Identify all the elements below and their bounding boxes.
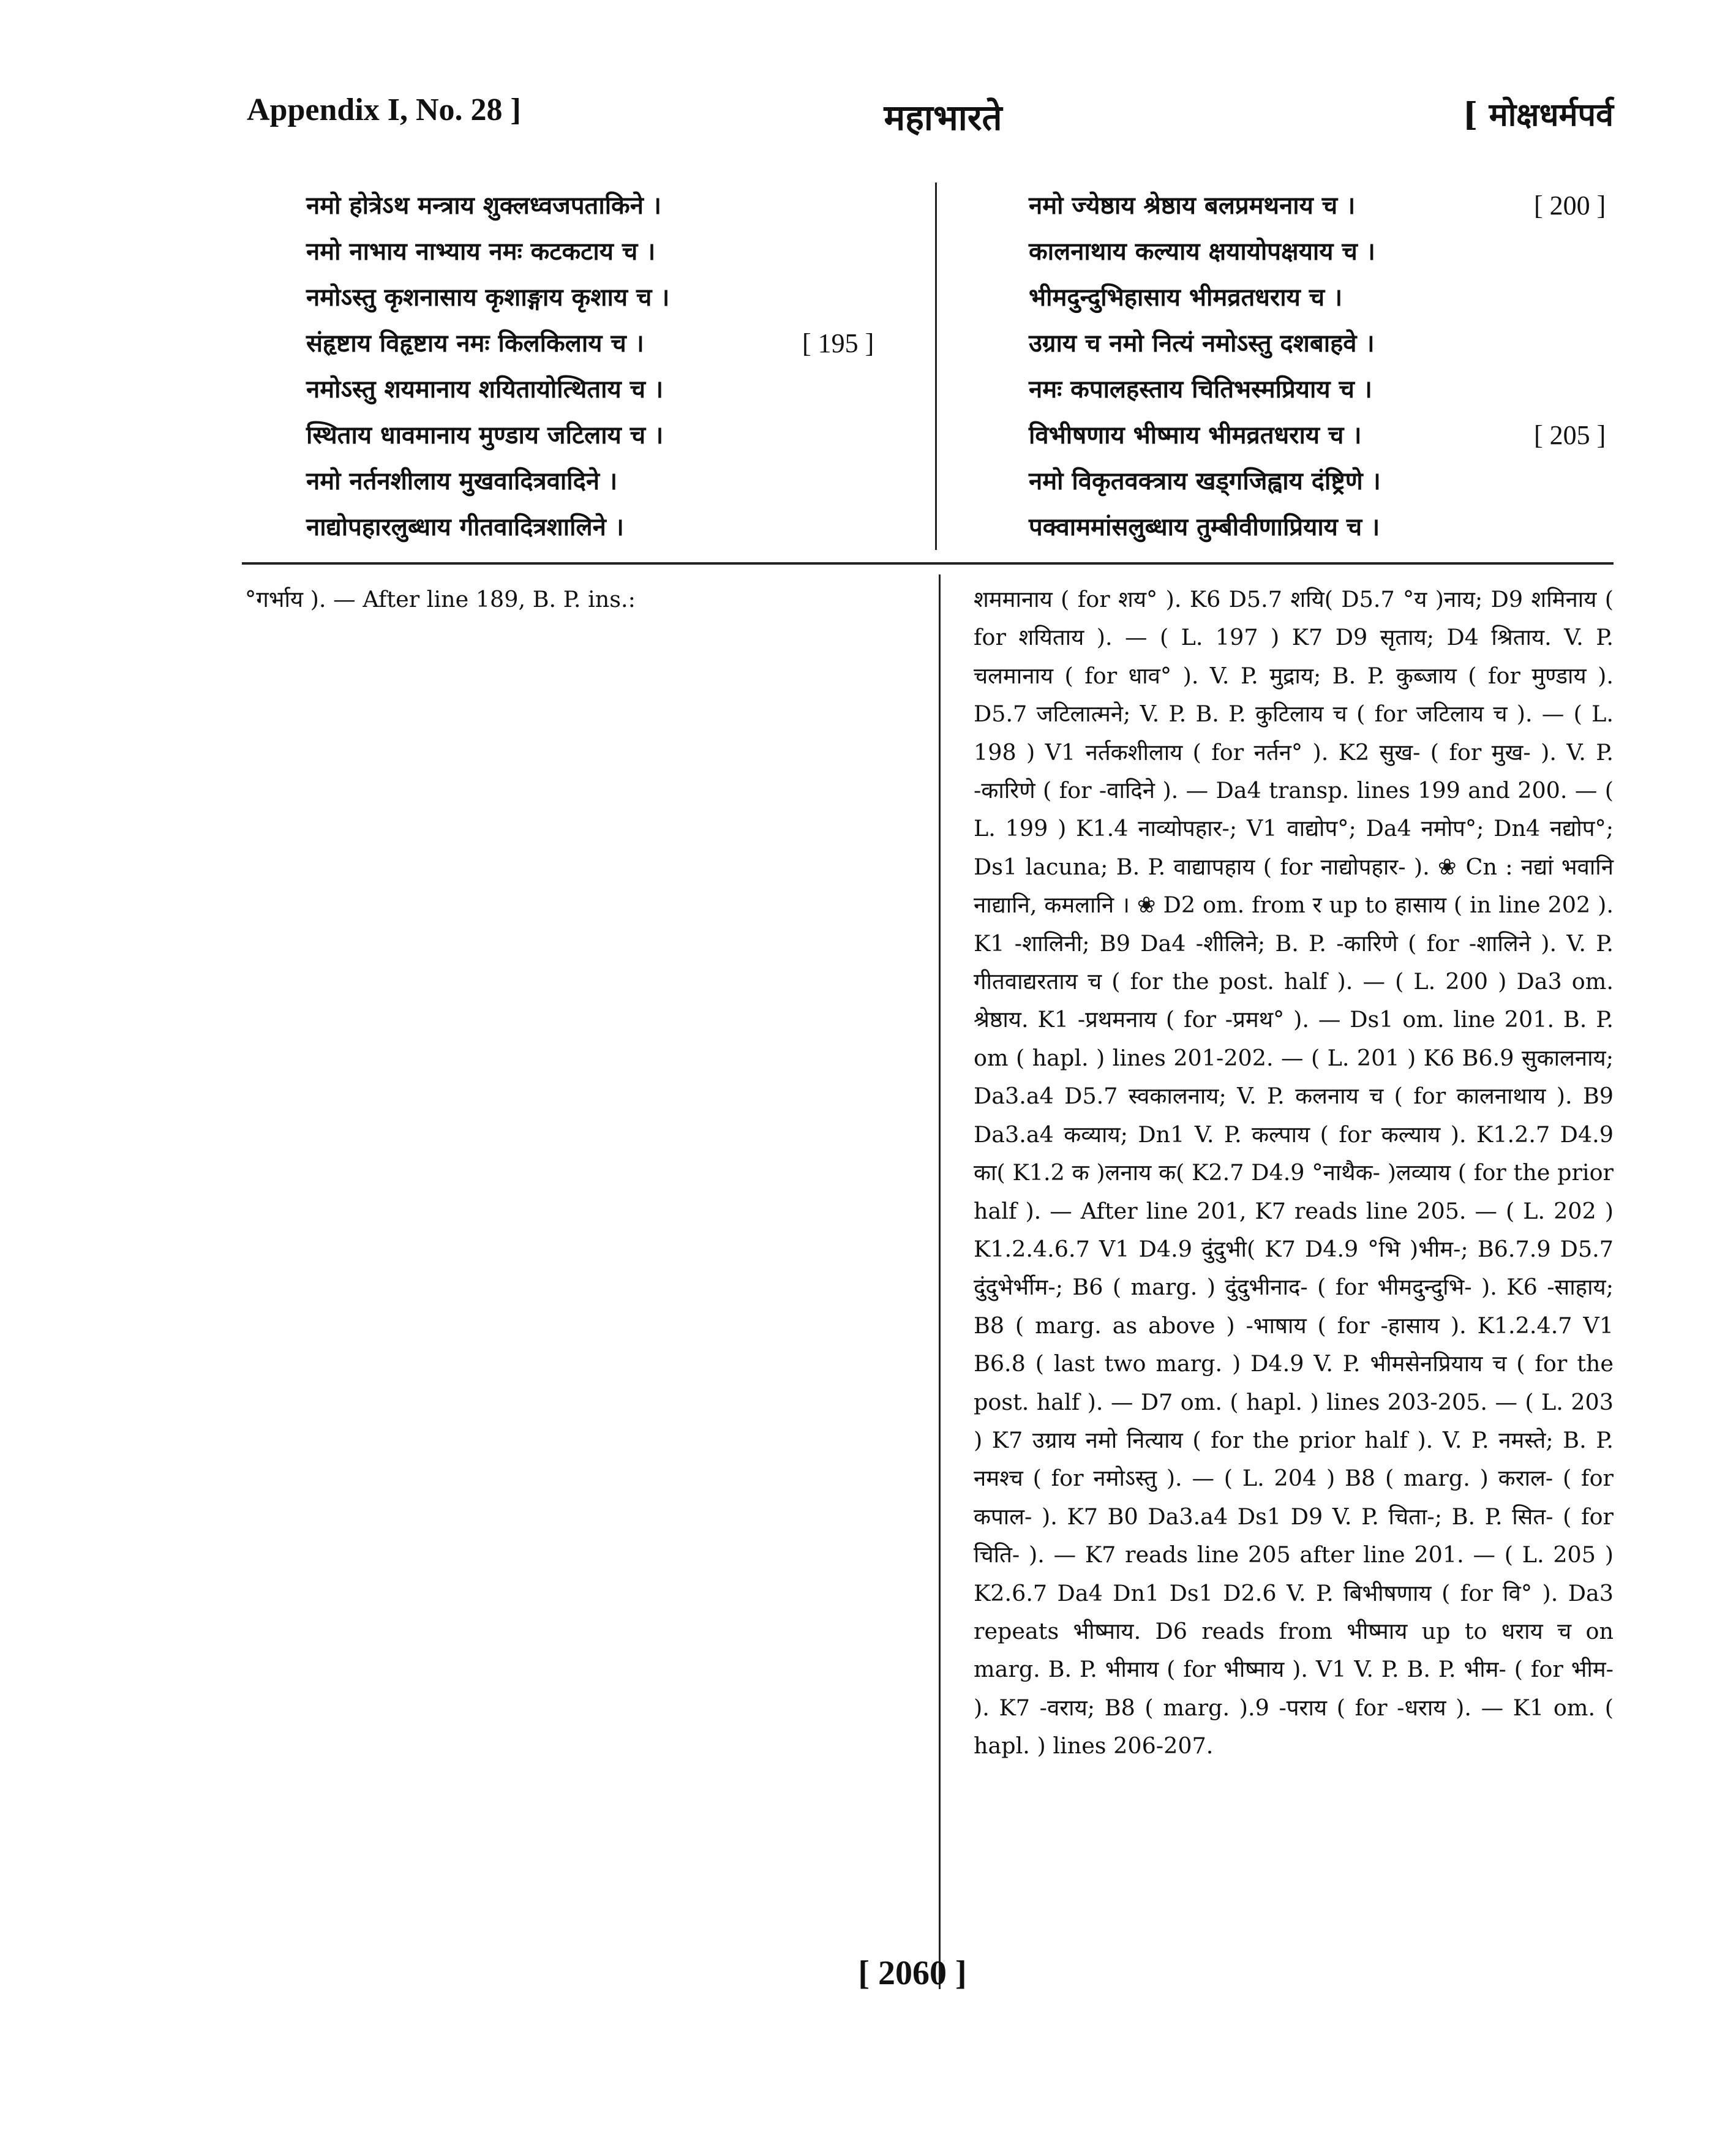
verse-line	[306, 366, 919, 412]
verse-line	[306, 274, 919, 320]
verse-text: कालनाथाय कल्याय क्षयायोपक्षयाय च ।	[1029, 237, 1375, 266]
critical-apparatus-right	[974, 581, 1614, 1766]
page-title: महाभारते	[884, 97, 1002, 138]
verse-text: नमो विकृतवक्त्राय खड्गजिह्वाय दंष्ट्रिणे ।	[1029, 467, 1381, 495]
verse-line	[1029, 274, 1623, 320]
verse-text: स्थिताय धावमानाय मुण्डाय जटिलाय च ।	[306, 421, 664, 450]
verse-line	[1029, 504, 1623, 550]
verse-text: नाद्योपहारलुब्धाय गीतवादित्रशालिने ।	[306, 513, 624, 541]
verse-text: नमो ज्येष्ठाय श्रेष्ठाय बलप्रमथनाय च ।	[1029, 191, 1356, 220]
verse-number: [ 195 ]	[802, 328, 874, 358]
verse-line	[306, 320, 919, 366]
appendix-header: Appendix I, No. 28 ]	[247, 92, 521, 127]
verse-line	[306, 412, 919, 458]
critical-apparatus-left	[245, 581, 906, 619]
verse-column-divider	[935, 182, 937, 550]
verse-text: पक्वाममांसलुब्धाय तुम्बीवीणाप्रियाय च ।	[1029, 513, 1380, 541]
verse-text: विभीषणाय भीष्माय भीमव्रतधराय च ।	[1029, 421, 1362, 450]
verse-line	[1029, 458, 1623, 504]
apparatus-paragraph: शममानाय ( for शय° ). K6 D5.7 शयि( D5.7 °य )नाय; D9 शमिनाय ( for शयिताय ). — ( L. 197 ) K7 D9 सृताय; D4 श्रिताय. V. P. चलमानाय ( for धाव° ). V. P. मुद्राय; B. P. कुब्जाय ( for मुण्डाय ). D5.7 जटिलात्मने; V. P. B. P. कुटिलाय च ( for जटिलाय च ). — ( L. 198 ) V1 नर्तकशीलाय ( for नर्तन° ). K2 सुख- ( for मुख- ). V. P. -कारिणे ( for -वादिने ). — Da4 transp. lines 199 and 200. — ( L. 199 ) K1.4 नाव्योपहार-; V1 वाद्योप°; Da4 नमोप°; Dn4 नद्योप°; Ds1 lacuna; B. P. वाद्यापहाय ( for नाद्योपहार- ). ❀ Cn : नद्यां भवानि नाद्यानि, कमलानि । ❀ D2 om. from र up to हासाय ( in line 202 ). K1 -शालिनी; B9 Da4 -शीलिने; B. P. -कारिणे ( for -शालिने ). V. P. गीतवाद्यरताय च ( for the post. half ). — ( L. 200 ) Da3 om. श्रेष्ठाय. K1 -प्रथमनाय ( for -प्रमथ° ). — Ds1 om. line 201. B. P. om ( hapl. ) lines 201-202. — ( L. 201 ) K6 B6.9 सुकालनाय; Da3.a4 D5.7 स्वकालनाय; V. P. कलनाय च ( for कालनाथाय ). B9 Da3.a4 कव्याय; Dn1 V. P. कल्पाय ( for कल्याय ). K1.2.7 D4.9 का( K1.2 क )लनाय क( K2.7 D4.9 °नाथैक- )लव्याय ( for the prior half ). — After line 201, K7 reads line 205. — ( L. 202 ) K1.2.4.6.7 V1 D4.9 दुंदुभी( K7 D4.9 °भि )भीम-; B6.7.9 D5.7 दुंदुभेर्भीम-; B6 ( marg. ) दुंदुभीनाद- ( for भीमदुन्दुभि- ). K6 -साहाय; B8 ( marg. as above ) -भाषाय ( for -हासाय ). K1.2.4.7 V1 B6.8 ( last two marg. ) D4.9 V. P. भीमसेनप्रियाय च ( for the post. half ). — D7 om. ( hapl. ) lines 203-205. — ( L. 203 ) K7 उग्राय नमो नित्याय ( for the prior half ). V. P. नमस्ते; B. P. नमश्च ( for नमोऽस्तु ). — ( L. 204 ) B8 ( marg. ) कराल- ( for कपाल- ). K7 B0 Da3.a4 Ds1 D9 V. P. चिता-; B. P. सित- ( for चिति- ). — K7 reads line 205 after line 201. — ( L. 205 ) K2.6.7 Da4 Dn1 Ds1 D2.6 V. P. बिभीषणाय ( for वि° ). Da3 repeats भीष्माय. D6 reads from भीष्माय up to धराय च on marg. B. P. भीमाय ( for भीष्माय ). V1 V. P. B. P. भीम- ( for भीम- ). K7 -वराय; B8 ( marg. ).9 -पराय ( for -धराय ). — K1 om. ( hapl. ) lines 206-207.	[974, 586, 1614, 1759]
verse-line	[306, 182, 919, 228]
verse-text: भीमदुन्दुभिहासाय भीमव्रतधराय च ।	[1029, 283, 1343, 312]
verse-text: उग्राय च नमो नित्यं नमोऽस्तु दशबाहवे ।	[1029, 329, 1375, 358]
verse-line	[306, 228, 919, 274]
page-number: [ 2060 ]	[858, 1954, 967, 1992]
section-header: [ मोक्षधर्मपर्व	[1462, 96, 1614, 134]
verse-text: संहृष्टाय विहृष्टाय नमः किलकिलाय च ।	[306, 329, 644, 358]
verse-line	[1029, 228, 1623, 274]
verse-text: नमो नर्तनशीलाय मुखवादित्रवादिने ।	[306, 467, 618, 495]
verse-text: नमः कपालहस्ताय चितिभस्मप्रियाय च ।	[1029, 375, 1372, 404]
apparatus-paragraph: °गर्भाय ). — After line 189, B. P. ins.:	[245, 586, 636, 612]
verse-number: [ 205 ]	[1534, 420, 1606, 450]
verse-line	[306, 458, 919, 504]
verse-number: [ 200 ]	[1534, 190, 1606, 220]
verse-text: नमो होत्रेऽथ मन्त्राय शुक्लध्वजपताकिने ।	[306, 191, 662, 220]
verse-line	[1029, 320, 1623, 366]
verse-line	[1029, 412, 1623, 458]
verse-line	[1029, 366, 1623, 412]
verse-text: नमो नाभाय नाभ्याय नमः कटकटाय च ।	[306, 237, 656, 266]
verse-line	[306, 504, 919, 550]
verse-text: नमोऽस्तु शयमानाय शयितायोत्थिताय च ।	[306, 375, 664, 404]
verse-text: नमोऽस्तु कृशनासाय कृशाङ्गाय कृशाय च ।	[306, 283, 670, 312]
verse-column-right	[1029, 182, 1623, 550]
apparatus-column-divider	[939, 574, 941, 1989]
verse-column-left	[306, 182, 919, 550]
verse-line	[1029, 182, 1623, 228]
section-divider	[242, 562, 1614, 565]
